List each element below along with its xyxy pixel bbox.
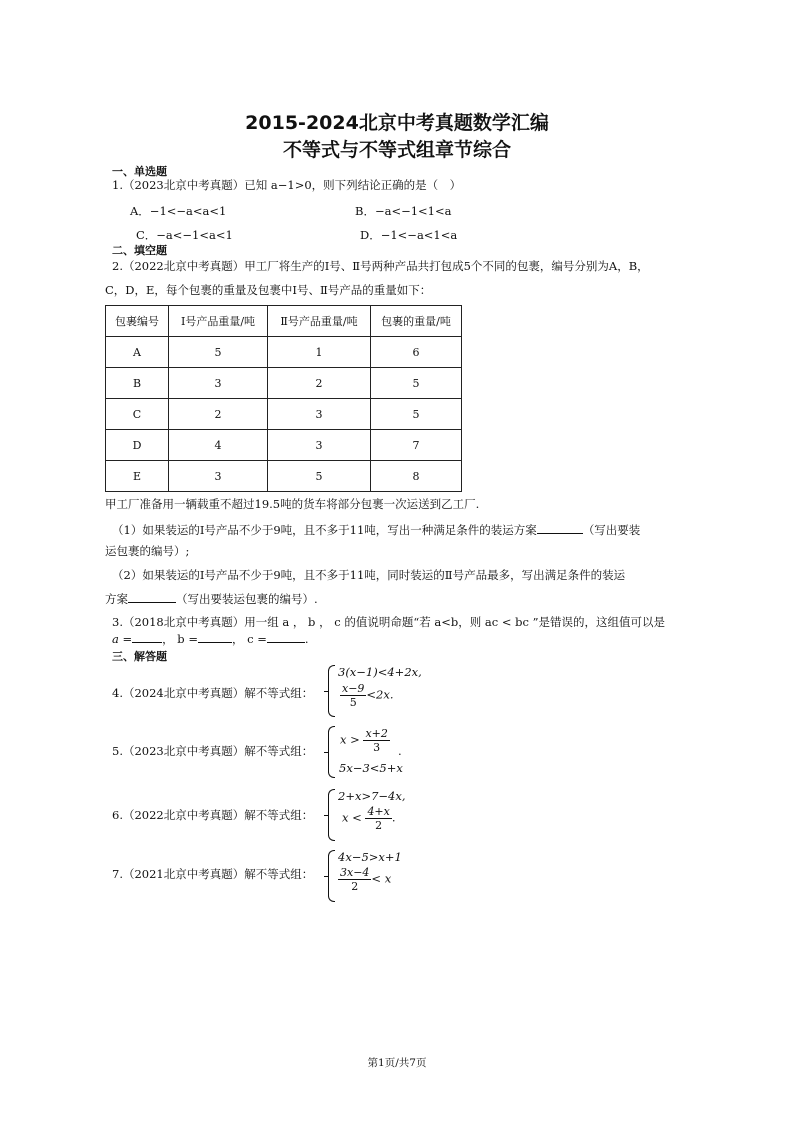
q5-fraction: $\frac{x+2}{3}$ — [365, 727, 388, 754]
q7-line2: $\frac{3x-4}{2}$ < x — [340, 866, 392, 893]
table-cell: 5 — [169, 337, 268, 368]
table-row — [106, 337, 462, 368]
q5-line1: x > $\frac{x+2}{3}$ — [340, 727, 388, 754]
q6-fraction: $\frac{4+x}{2}$ — [367, 805, 390, 832]
q4-line1: 3(x−1)<4+2x, — [338, 665, 422, 679]
table-cell: 5 — [371, 368, 462, 399]
table-row — [106, 399, 462, 430]
q3-line1: 3.（2018北京中考真题）用一组 a ， b ， c 的值说明命题“若 a<b，则 ac < bc ”是错误的，这组值可以是 — [112, 615, 665, 629]
system-brace — [328, 665, 335, 717]
q3-line2 — [112, 630, 309, 647]
q2-stem-line1: 2.（2022北京中考真题）甲工厂将生产的Ⅰ号、Ⅱ号两种产品共打包成5个不同的包裹，编号分别为A，B， — [112, 259, 649, 273]
table-cell: 2 — [169, 399, 268, 430]
q3-a-label: a = — [112, 632, 133, 646]
answer-blank[interactable] — [537, 521, 583, 534]
q1-stem: 1.（2023北京中考真题）已知 a−1>0，则下列结论正确的是（ ） — [112, 178, 462, 192]
q7-stem: 7.（2021北京中考真题）解不等式组： — [112, 867, 314, 881]
answer-blank[interactable] — [267, 630, 305, 643]
table-row — [106, 368, 462, 399]
page-title: 2015-2024北京中考真题数学汇编 — [245, 112, 549, 134]
table-cell: 5 — [371, 399, 462, 430]
q2-part1-line2: 运包裹的编号）; — [105, 544, 190, 558]
table-cell: 2 — [268, 368, 371, 399]
table-header: 包裹的重量/吨 — [371, 306, 462, 337]
page-footer: 第1页/共7页 — [367, 1057, 427, 1069]
table-cell: 3 — [169, 368, 268, 399]
q1-option-b: B．−a<−1<1<a — [355, 204, 452, 218]
system-brace — [328, 726, 335, 778]
q2-part2-note: （写出要装运包裹的编号）. — [176, 592, 318, 606]
answer-blank[interactable] — [128, 590, 176, 603]
q1-option-a: A．−1<−a<a<1 — [130, 204, 227, 218]
q6-line2: x < $\frac{4+x}{2}$ . — [342, 805, 396, 832]
q2-part1-line1 — [112, 521, 640, 538]
answer-blank[interactable] — [198, 630, 232, 643]
q1-option-d: D．−1<−a<1<a — [360, 228, 458, 242]
section-single-choice: 一、单选题 — [112, 165, 167, 178]
table-row — [106, 430, 462, 461]
q2-part1-text: （1）如果装运的Ⅰ号产品不少于9吨，且不多于11吨，写出一种满足条件的装运方案 — [112, 523, 537, 537]
q2-part1-note: （写出要装 — [582, 523, 641, 537]
system-brace — [328, 850, 335, 902]
q2-part2-line1: （2）如果装运的Ⅰ号产品不少于9吨，且不多于11吨，同时装运的Ⅱ号产品最多，写出满足条件的装运 — [112, 568, 626, 582]
system-brace — [328, 789, 335, 841]
table-cell: 1 — [268, 337, 371, 368]
q5-line2: 5x−3<5+x — [339, 761, 403, 775]
q3-c-label: ， c = — [231, 632, 267, 646]
section-solve: 三、解答题 — [112, 650, 167, 663]
table-cell: 3 — [268, 430, 371, 461]
table-cell: 6 — [371, 337, 462, 368]
q4-stem: 4.（2024北京中考真题）解不等式组： — [112, 686, 314, 700]
q5-end: . — [398, 744, 402, 758]
q2-part2-text: 方案 — [105, 592, 128, 606]
table-cell: C — [106, 399, 169, 430]
table-cell: 8 — [371, 461, 462, 492]
q4-line2: $\frac{x-9}{5}$ <2x. — [342, 682, 394, 709]
table-cell: D — [106, 430, 169, 461]
q4-fraction: $\frac{x-9}{5}$ — [342, 682, 365, 709]
answer-blank[interactable] — [132, 630, 162, 643]
q3-b-label: ， b = — [162, 632, 198, 646]
table-cell: 7 — [371, 430, 462, 461]
page-subtitle: 不等式与不等式组章节综合 — [282, 139, 511, 161]
package-table — [105, 305, 462, 492]
q1-option-c: C．−a<−1<a<1 — [136, 228, 233, 242]
q2-stem-line2: C，D，E，每个包裹的重量及包裹中Ⅰ号、Ⅱ号产品的重量如下： — [105, 283, 432, 297]
q7-fraction: $\frac{3x-4}{2}$ — [340, 866, 370, 893]
q7-line1: 4x−5>x+1 — [338, 850, 402, 864]
table-cell: E — [106, 461, 169, 492]
q3-end: . — [304, 632, 309, 646]
table-cell: 4 — [169, 430, 268, 461]
table-header: 包裹编号 — [106, 306, 169, 337]
table-cell: A — [106, 337, 169, 368]
q2-after-table: 甲工厂准备用一辆载重不超过19.5吨的货车将部分包裹一次运送到乙工厂. — [105, 497, 480, 511]
q6-line1: 2+x>7−4x, — [338, 789, 406, 803]
table-cell: 3 — [169, 461, 268, 492]
table-cell: 5 — [268, 461, 371, 492]
section-fill-blank: 二、填空题 — [112, 244, 167, 257]
q6-stem: 6.（2022北京中考真题）解不等式组： — [112, 808, 314, 822]
table-cell: B — [106, 368, 169, 399]
table-header-row — [106, 306, 462, 337]
table-row — [106, 461, 462, 492]
table-cell: 3 — [268, 399, 371, 430]
q5-stem: 5.（2023北京中考真题）解不等式组： — [112, 744, 314, 758]
table-header: Ⅱ号产品重量/吨 — [268, 306, 371, 337]
q2-part2-line2 — [105, 590, 318, 607]
table-header: Ⅰ号产品重量/吨 — [169, 306, 268, 337]
